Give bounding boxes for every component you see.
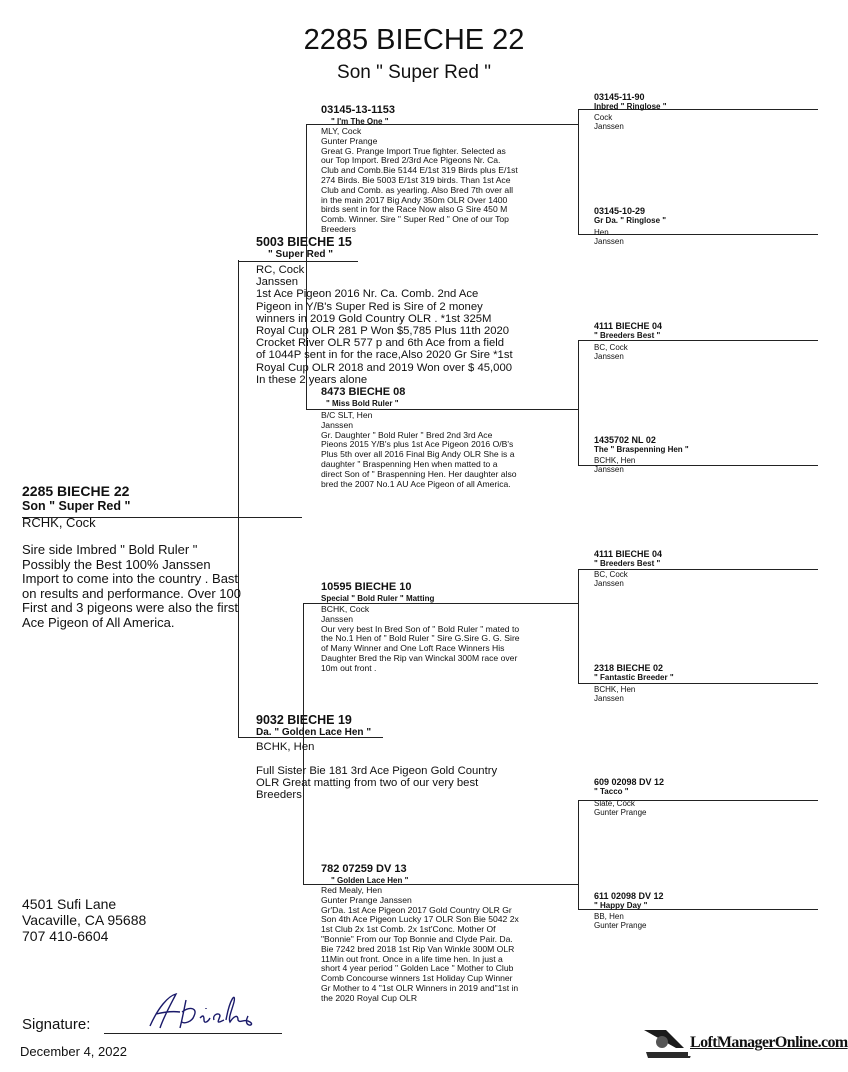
ds-id: 10595 BIECHE 10 [321, 581, 412, 593]
dss-block [594, 549, 814, 589]
ss-block [321, 103, 571, 126]
note-line: Crocket River OLR 577 p and 6th Ace from a field [256, 337, 505, 350]
sds-detail: BC, Cock [594, 343, 628, 352]
note-line: Comb. Winner. Sire " Super Red " One of our Top [321, 214, 509, 225]
note-line: birds sent in for the Race Now also G Sire 450 M [321, 204, 508, 215]
note-line: of 1044P sent in for the race,Also 2020 Gr Sire *1st [256, 349, 513, 362]
dss-id: 4111 BIECHE 04 [594, 549, 663, 559]
dd-name: " Golden Lace Hen " [331, 876, 409, 885]
note-line: Import to come into the country . Bast [22, 571, 239, 586]
note-line: winners in 2019 Gold Country OLR . *1st 325M [256, 312, 492, 325]
sire-id: 5003 BIECHE 15 [256, 235, 352, 249]
dds-name: " Tacco " [594, 787, 629, 796]
note-line: Full Sister Bie 181 3rd Ace Pigeon Gold Country [256, 765, 498, 777]
note-line: 11Min out front. Once in a life time hen. In just a [321, 953, 503, 964]
subject-block [22, 484, 292, 630]
ssd-detail: Hen [594, 228, 609, 237]
note-line: Pigeon in Y/B's Super Red is Sire of 2 money [256, 300, 483, 313]
note-line: Sire side Imbred " Bold Ruler " [22, 542, 198, 557]
note-line: Gr. Daughter " Bold Ruler " Bred 2nd 3rd Ace [321, 429, 493, 440]
sss-id: 03145-11-90 [594, 92, 645, 102]
note-line: BCHK, Cock [321, 604, 370, 614]
address-line-1: 4501 Sufi Lane [22, 896, 117, 912]
dam-block [256, 713, 556, 753]
note-line: daughter " Braspenning Hen when matted to a [321, 458, 498, 469]
owner-address [22, 896, 262, 944]
ds-name: Special " Bold Ruler " Matting [321, 594, 435, 603]
sds-detail: Janssen [594, 352, 624, 362]
dam-id: 9032 BIECHE 19 [256, 713, 352, 727]
note-line: short 4 year period " Golden Lace " Mother to Club [321, 963, 514, 974]
sd-id: 8473 BIECHE 08 [321, 386, 406, 398]
sdd-block [594, 435, 814, 475]
note-line: Janssen [321, 419, 354, 430]
note-line: Breeders [321, 223, 356, 234]
note-line: of Many Winner and One Loft Race Winners His [321, 643, 505, 654]
note-line: Possibly the Best 100% Janssen [22, 556, 211, 572]
ss-id: 03145-13-1153 [321, 104, 396, 116]
note-line: Comb Concourse winners 1st Holiday Cup Winner [321, 973, 513, 984]
signature-image [138, 988, 268, 1034]
dss-name: " Breeders Best " [594, 559, 661, 568]
note-line: 1st Club 2x 1st Comb. 2x 1st'Conc. Mother Of [321, 924, 496, 935]
note-line: Gunter Prange Janssen [321, 894, 412, 905]
note-line: 1st Ace Pigeon 2016 Nr. Ca. Comb. 2nd Ace [256, 288, 479, 301]
ddd-detail: Gunter Prange [594, 921, 647, 931]
loftmanager-logo [640, 1022, 848, 1064]
note-line: Bie 7242 bred 2018 1st Rip Van Winkle 300M OLR [321, 943, 515, 954]
note-line: First and 3 pigeons were also the first [22, 600, 239, 615]
sire-name: " Super Red " [268, 249, 334, 260]
note-line: Son 4th Ace Pigeon Lucky 17 OLR Son Bie 5042 2x [321, 914, 519, 925]
note-line: In these 2 years alone [256, 373, 368, 386]
sdd-id: 1435702 NL 02 [594, 435, 656, 445]
ssd-block [594, 206, 814, 247]
note-line: Gr Mother to 4 "1st OLR Winners in 2019 and"1st in [321, 982, 519, 993]
ssd-name: Gr Da. " Ringlose " [594, 216, 667, 225]
note-line: Breeders [256, 789, 302, 802]
note-line: in the main 2017 Big Andy 350m OLR Over 1400 [321, 194, 508, 205]
dd-id: 782 07259 DV 13 [321, 863, 407, 875]
sss-block [594, 92, 814, 132]
address-line-2: Vacaville, CA 95688 [22, 912, 147, 928]
note-line: direct Son of " Braspenning Hen. Her daughter also [321, 468, 517, 479]
sss-detail: Janssen [594, 122, 624, 132]
note-line: bred the 2007 No.1 AU Ace Pigeon of all America. [321, 478, 511, 489]
date-text: December 4, 2022 [20, 1044, 127, 1059]
ssd-detail: Janssen [594, 237, 624, 247]
note-line: Red Mealy, Hen [321, 885, 382, 895]
note-line: Royal Cup OLR 2018 and 2019 Won over $ 45,000 [256, 361, 513, 374]
dsd-name: " Fantastic Breeder " [594, 673, 674, 682]
ddd-block [594, 891, 814, 931]
dam-color-sex: BCHK, Hen [256, 741, 315, 753]
sire-details [256, 264, 574, 386]
sdd-detail: BCHK, Hen [594, 456, 636, 465]
note-line: Pieons 2015 Y/B's plus 1st Ace Pigeon 2016 O/B's [321, 439, 514, 450]
subject-id: 2285 BIECHE 22 [22, 483, 130, 499]
dds-block [594, 777, 814, 818]
note-line: our Top Import. Bred 2/3rd Ace Pigeons Nr. Ca. [321, 155, 501, 166]
note-line: Janssen [321, 613, 354, 624]
dss-detail: Janssen [594, 579, 624, 589]
ds-details [321, 605, 576, 674]
sire-block [256, 235, 576, 261]
sd-details [321, 411, 576, 489]
sdd-detail: Janssen [594, 465, 624, 475]
dsd-id: 2318 BIECHE 02 [594, 663, 664, 673]
dsd-detail: BCHK, Hen [594, 685, 636, 694]
dds-detail: Slate, Cock [594, 799, 635, 808]
note-line: Plus 5th over all 2016 Final Big Andy OLR She is a [321, 449, 515, 460]
note-line: Our very best In Bred Son of " Bold Ruler " mated to [321, 623, 520, 634]
note-line: MLY, Cock [321, 126, 362, 136]
dam-name: Da. " Golden Lace Hen " [256, 727, 372, 738]
note-line: Ace Pigeon of All America. [22, 614, 175, 630]
subject-notes [22, 543, 292, 630]
note-line: 10m out front . [321, 662, 377, 673]
note-line: Club and Comb.Bie 5144 E/1st 319 Birds plus E/1st [321, 165, 518, 176]
ss-name: " I'm The One " [331, 117, 389, 126]
note-line: Gunter Prange [321, 135, 378, 146]
ssd-id: 03145-10-29 [594, 206, 646, 216]
dam-details [256, 765, 556, 802]
signature-label: Signature: [22, 1016, 91, 1033]
sss-detail: Cock [594, 113, 613, 122]
sd-name: " Miss Bold Ruler " [326, 399, 399, 408]
dsd-detail: Janssen [594, 694, 624, 704]
sire-color-sex: RC, Cock [256, 264, 305, 276]
page-title: 2285 BIECHE 22 [303, 24, 525, 56]
page-subtitle: Son " Super Red " [337, 62, 491, 83]
subject-name: Son " Super Red " [22, 499, 131, 513]
subject-color-sex: RCHK, Cock [22, 515, 96, 530]
note-line: the 2020 Royal Cup OLR [321, 992, 418, 1003]
sds-name: " Breeders Best " [594, 331, 661, 340]
sdd-name: The " Braspenning Hen " [594, 445, 689, 454]
note-line: Great G. Prange Import True fighter. Selected as [321, 145, 506, 156]
sds-block [594, 321, 814, 362]
sss-name: Inbred " Ringlose " [594, 102, 667, 111]
phone-number: 707 410-6604 [22, 928, 109, 944]
dds-detail: Gunter Prange [594, 808, 647, 818]
note-line: Royal Cup OLR 281 P Won $5,785 Plus 11th 2020 [256, 325, 510, 338]
dd-details [321, 886, 576, 1004]
note-line: the No.1 Hen of " Bold Ruler " Sire G.Sire G. G. Sire [321, 633, 520, 644]
note-line: Gr'Da. 1st Ace Pigeon 2017 Gold Country OLR Gr [321, 904, 512, 915]
ss-details [321, 127, 576, 235]
note-line: on results and performance. Over 100 [22, 585, 241, 601]
ddd-detail: BB, Hen [594, 912, 624, 921]
sire-strain: Janssen [256, 276, 299, 289]
sd-block [321, 385, 571, 408]
dds-id: 609 02098 DV 12 [594, 777, 665, 787]
note-line: OLR Great matting from two of our very best [256, 777, 479, 790]
dss-detail: BC, Cock [594, 570, 628, 579]
dd-block [321, 862, 571, 885]
note-line: 274 Birds. Bie 5003 E/1st 319 birds. Than 1st Ace [321, 174, 511, 185]
ds-block [321, 580, 571, 603]
note-line: Daughter Bred the Rip van Winckal 300M race over [321, 652, 518, 663]
ddd-id: 611 02098 DV 12 [594, 891, 664, 901]
ddd-name: " Happy Day " [594, 901, 648, 910]
sds-id: 4111 BIECHE 04 [594, 321, 663, 331]
note-line: Club and Comb. as yearling. Also Bred 7th over all [321, 184, 514, 195]
logo-text: LoftManagerOnline.com [690, 1034, 848, 1051]
note-line: "Bonnie" From our Top Bonnie and Clyde Pair. Da. [321, 933, 513, 944]
note-line: B/C SLT, Hen [321, 410, 373, 420]
dsd-block [594, 663, 814, 704]
